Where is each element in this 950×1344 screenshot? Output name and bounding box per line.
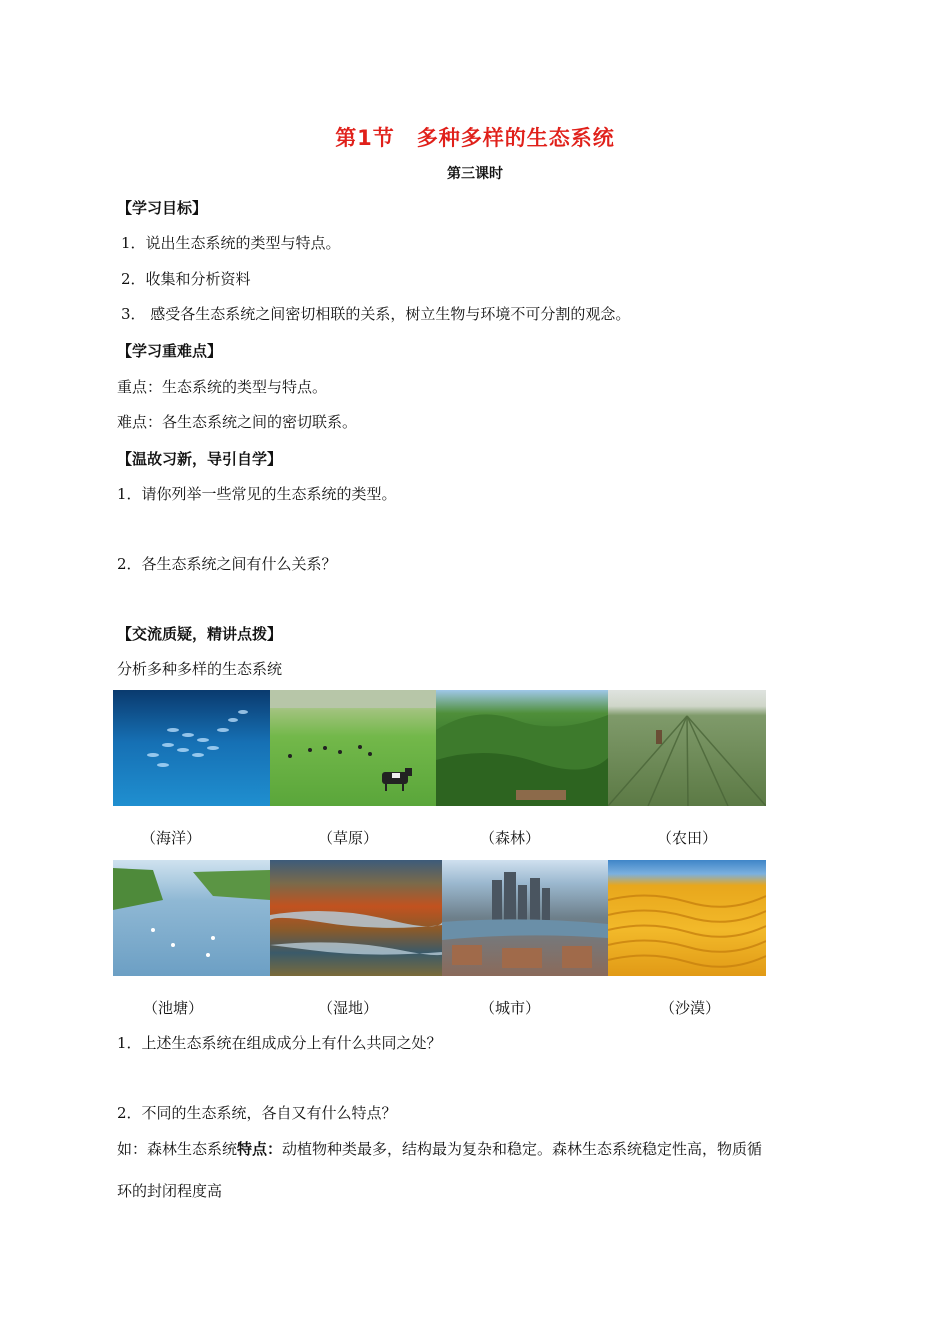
desert-photo <box>608 860 766 976</box>
caption-grassland: （草原） <box>317 829 378 847</box>
key-point: 重点：生态系统的类型与特点。 <box>117 378 328 396</box>
example-line-2: 环的封闭程度高 <box>117 1182 223 1200</box>
objective-item-3: 3． 感受各生态系统之间密切相联的关系，树立生物与环境不可分割的观念。 <box>121 305 631 323</box>
difficult-point: 难点：各生态系统之间的密切联系。 <box>117 413 358 431</box>
caption-city: （城市） <box>479 999 540 1017</box>
discussion-heading: 【交流质疑，精讲点拨】 <box>117 625 283 643</box>
city-photo <box>442 860 608 976</box>
page-subtitle: 第三课时 <box>447 166 503 182</box>
caption-forest: （森林） <box>479 829 540 847</box>
caption-wetland: （湿地） <box>317 999 378 1017</box>
discussion-question-1: 1．上述生态系统在组成成分上有什么共同之处？ <box>117 1034 442 1052</box>
example-prefix: 如：森林生态系统 <box>117 1140 238 1158</box>
discussion-question-2: 2．不同的生态系统，各自又有什么特点？ <box>117 1104 397 1122</box>
ocean-photo <box>113 690 270 806</box>
caption-desert: （沙漠） <box>659 999 720 1017</box>
pond-photo <box>113 860 270 976</box>
key-points-heading: 【学习重难点】 <box>117 342 223 360</box>
objective-item-2: 2．收集和分析资料 <box>121 270 251 288</box>
discussion-intro: 分析多种多样的生态系统 <box>117 660 283 678</box>
example-rest: 动植物种类最多，结构最为复杂和稳定。森林生态系统稳定性高，物质循 <box>282 1140 763 1158</box>
review-question-1: 1．请你列举一些常见的生态系统的类型。 <box>117 485 397 503</box>
objectives-heading: 【学习目标】 <box>117 199 208 217</box>
caption-farmland: （农田） <box>656 829 717 847</box>
review-heading: 【温故习新，导引自学】 <box>117 450 283 468</box>
farmland-photo <box>608 690 766 806</box>
example-bold: 特点： <box>237 1140 283 1158</box>
grassland-photo <box>270 690 436 806</box>
caption-pond: （池塘） <box>142 999 203 1017</box>
objective-item-1: 1．说出生态系统的类型与特点。 <box>121 234 341 252</box>
forest-photo <box>436 690 608 806</box>
caption-ocean: （海洋） <box>140 829 201 847</box>
wetland-photo <box>270 860 442 976</box>
review-question-2: 2．各生态系统之间有什么关系？ <box>117 555 337 573</box>
page-title: 第1节 多种多样的生态系统 <box>335 126 615 150</box>
example-line-1 <box>117 1138 762 1159</box>
